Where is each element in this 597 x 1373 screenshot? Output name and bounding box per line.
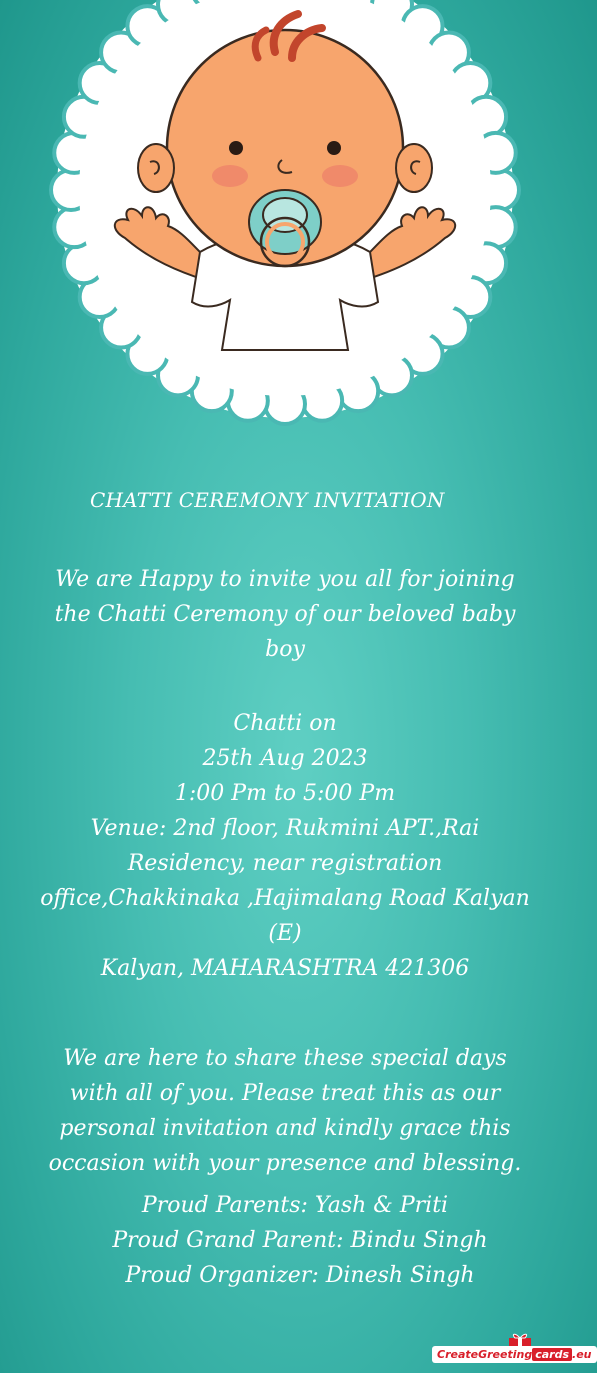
watermark-brand: CreateGreeting xyxy=(437,1348,533,1361)
watermark-tld: .eu xyxy=(572,1348,592,1361)
event-time: 1:00 Pm to 5:00 Pm xyxy=(174,781,396,806)
invitation-title: CHATTI CEREMONY INVITATION xyxy=(90,488,445,512)
venue-line: (E) xyxy=(268,921,302,946)
intro-line: the Chatti Ceremony of our beloved baby xyxy=(54,602,516,627)
credit-parents: Proud Parents: Yash & Priti xyxy=(141,1193,449,1218)
venue-line: Kalyan, MAHARASHTRA 421306 xyxy=(100,956,470,981)
intro-paragraph xyxy=(0,562,570,667)
message-line: occasion with your presence and blessing. xyxy=(48,1151,522,1176)
venue-line: Residency, near registration xyxy=(127,851,443,876)
watermark-text xyxy=(432,1346,597,1363)
intro-line: boy xyxy=(265,637,305,662)
watermark-logo[interactable] xyxy=(432,1334,592,1368)
message-paragraph xyxy=(0,1041,570,1181)
message-line: with all of you. Please treat this as our xyxy=(69,1081,501,1106)
baby-illustration xyxy=(30,0,540,440)
venue-line: office,Chakkinaka ,Hajimalang Road Kalyan xyxy=(40,886,530,911)
event-date: 25th Aug 2023 xyxy=(202,746,368,771)
message-line: personal invitation and kindly grace this xyxy=(59,1116,511,1141)
credit-organizer: Proud Organizer: Dinesh Singh xyxy=(125,1263,475,1288)
intro-line: We are Happy to invite you all for joining xyxy=(55,567,515,592)
credits xyxy=(0,1188,570,1293)
credit-grand-parent: Proud Grand Parent: Bindu Singh xyxy=(112,1228,488,1253)
event-details xyxy=(0,706,570,986)
details-line: Chatti on xyxy=(233,711,337,736)
venue-line: Venue: 2nd floor, Rukmini APT.,Rai xyxy=(90,816,480,841)
watermark-cards: cards xyxy=(532,1348,572,1361)
message-line: We are here to share these special days xyxy=(63,1046,507,1071)
